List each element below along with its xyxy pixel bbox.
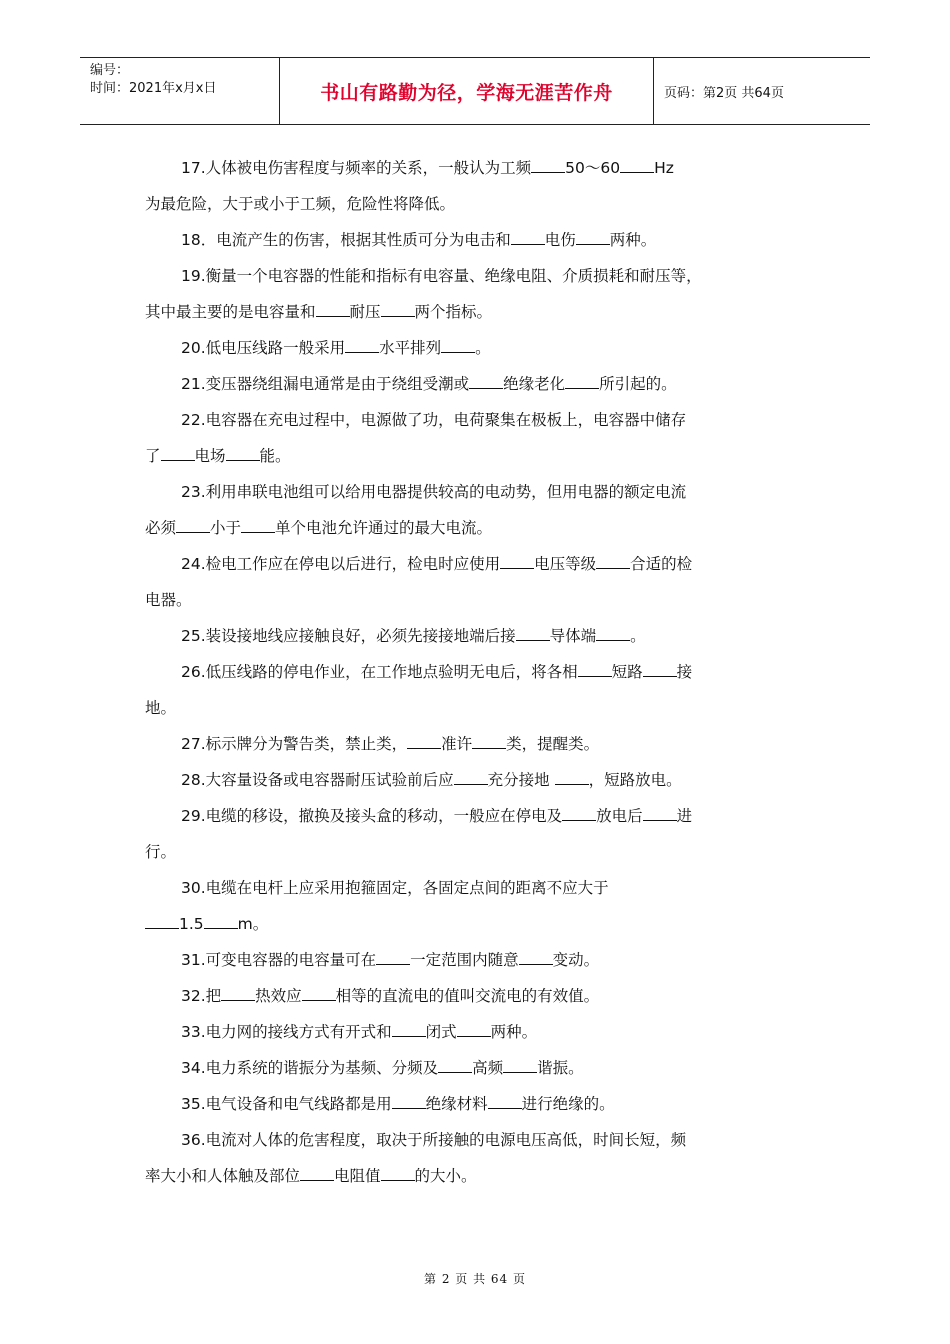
question-line	[145, 402, 810, 438]
question-item	[145, 618, 810, 654]
question-text: 32.把	[181, 987, 222, 1005]
question-text: 所引起的。	[599, 375, 677, 393]
question-text: 准许	[441, 735, 473, 753]
question-text: 了	[145, 447, 161, 465]
answer-blank	[454, 764, 488, 785]
question-text: 绝缘材料	[425, 1095, 488, 1113]
question-item	[145, 330, 810, 366]
question-line	[145, 150, 810, 186]
answer-blank	[226, 440, 260, 461]
answer-blank	[241, 512, 275, 533]
answer-blank	[643, 800, 677, 821]
question-text: 两种。	[490, 1023, 538, 1041]
question-item	[145, 222, 810, 258]
question-text: 的大小。	[414, 1167, 477, 1185]
question-list	[145, 150, 810, 1194]
answer-blank	[503, 1052, 537, 1073]
answer-blank	[441, 332, 475, 353]
question-text: 耐压	[349, 303, 381, 321]
answer-blank	[562, 800, 596, 821]
question-line	[145, 906, 810, 942]
question-text: 两个指标。	[414, 303, 493, 321]
answer-blank	[531, 152, 565, 173]
question-text: 电器。	[145, 591, 192, 609]
question-text: 22.电容器在充电过程中，电源做了功，电荷聚集在极板上，电容器中储存	[181, 411, 687, 429]
answer-blank	[300, 1160, 334, 1181]
header-motto: 书山有路勤为径，学海无涯苦作舟	[280, 58, 654, 124]
question-item	[145, 942, 810, 978]
question-line	[145, 186, 810, 222]
question-text: 其中最主要的是电容量和	[145, 303, 316, 321]
answer-blank	[511, 224, 545, 245]
question-line	[145, 978, 810, 1014]
question-text: 。	[475, 339, 491, 357]
question-line	[145, 870, 810, 906]
answer-blank	[176, 512, 210, 533]
question-line	[145, 222, 810, 258]
question-text: 23.利用串联电池组可以给用电器提供较高的电动势，但用电器的额定电流	[181, 483, 687, 501]
time-label: 时间：2021年x月x日	[90, 81, 217, 96]
question-text: 进行绝缘的。	[521, 1095, 615, 1113]
question-text: 33.电力网的接线方式有开式和	[181, 1023, 392, 1041]
question-line	[145, 618, 810, 654]
answer-blank	[516, 620, 550, 641]
answer-blank	[316, 296, 350, 317]
question-text: 21.变压器绕组漏电通常是由于绕组受潮或	[181, 375, 470, 393]
question-text: 充分接地	[487, 771, 555, 789]
question-text: 高频	[472, 1059, 504, 1077]
question-line	[145, 726, 810, 762]
question-text: 19.衡量一个电容器的性能和指标有电容量、绝缘电阻、介质损耗和耐压等，	[181, 267, 702, 285]
answer-blank	[392, 1088, 426, 1109]
question-line	[145, 474, 810, 510]
question-text: 25.装设接地线应接触良好，必须先接接地端后接	[181, 627, 516, 645]
question-text: 相等的直流电的值叫交流电的有效值。	[335, 987, 600, 1005]
question-line	[145, 942, 810, 978]
question-item	[145, 870, 810, 942]
question-item	[145, 762, 810, 798]
question-item	[145, 798, 810, 870]
question-text: 27.标示牌分为警告类，禁止类，	[181, 735, 408, 753]
question-item	[145, 1014, 810, 1050]
answer-blank	[469, 368, 503, 389]
answer-blank	[145, 908, 179, 929]
question-text: 进	[676, 807, 693, 825]
question-text: 电伤	[544, 231, 576, 249]
question-text: 必须	[145, 519, 177, 537]
answer-blank	[376, 944, 410, 965]
header-meta	[80, 58, 280, 124]
question-text: 放电后	[596, 807, 643, 825]
question-line	[145, 1158, 810, 1194]
answer-blank	[578, 656, 612, 677]
answer-blank	[596, 548, 630, 569]
question-text: 17.人体被电伤害程度与频率的关系，一般认为工频	[181, 159, 532, 177]
answer-blank	[161, 440, 195, 461]
question-text: 两种。	[609, 231, 657, 249]
question-line	[145, 762, 810, 798]
question-text: 34.电力系统的谐振分为基频、分频及	[181, 1059, 439, 1077]
question-item	[145, 546, 810, 618]
question-text: 闭式	[425, 1023, 457, 1041]
question-text: 地。	[145, 699, 177, 717]
question-text: 单个电池允许通过的最大电流。	[275, 519, 493, 537]
question-text: 电压等级	[534, 555, 597, 573]
question-text: 短路	[611, 663, 643, 681]
question-line	[145, 798, 810, 834]
answer-blank	[620, 152, 654, 173]
question-text: 合适的检	[630, 555, 693, 573]
question-text: 30.电缆在电杆上应采用抱箍固定，各固定点间的距离不应大于	[181, 879, 609, 897]
answer-blank	[472, 728, 506, 749]
answer-blank	[457, 1016, 491, 1037]
question-item	[145, 654, 810, 726]
question-item	[145, 150, 810, 222]
question-text: 率大小和人体触及部位	[145, 1167, 301, 1185]
question-line	[145, 1050, 810, 1086]
answer-blank	[302, 980, 336, 1001]
question-line	[145, 330, 810, 366]
question-text: 为最危险，大于或小于工频，危险性将降低。	[145, 195, 456, 213]
question-text: 20.低电压线路一般采用	[181, 339, 346, 357]
question-line	[145, 690, 810, 726]
question-text: 电阻值	[334, 1167, 381, 1185]
question-line	[145, 834, 810, 870]
question-item	[145, 1122, 810, 1194]
question-line	[145, 582, 810, 618]
answer-blank	[407, 728, 441, 749]
question-text: ，短路放电。	[588, 771, 682, 789]
question-item	[145, 474, 810, 546]
question-text: 导体端	[549, 627, 597, 645]
answer-blank	[488, 1088, 522, 1109]
answer-blank	[221, 980, 255, 1001]
question-text: 1.5	[179, 915, 204, 933]
question-line	[145, 1014, 810, 1050]
question-text: 行。	[145, 843, 177, 861]
question-line	[145, 654, 810, 690]
question-text: 35.电气设备和电气线路都是用	[181, 1095, 392, 1113]
question-text: 18．电流产生的伤害，根据其性质可分为电击和	[181, 231, 511, 249]
answer-blank	[204, 908, 238, 929]
answer-blank	[345, 332, 379, 353]
question-text: 29.电缆的移设，撤换及接头盒的移动，一般应在停电及	[181, 807, 563, 825]
question-text: 变动。	[552, 951, 600, 969]
question-text: 谐振。	[537, 1059, 584, 1077]
answer-blank	[381, 1160, 415, 1181]
question-item	[145, 402, 810, 474]
question-line	[145, 1122, 810, 1158]
question-item	[145, 258, 810, 330]
question-text: 能。	[259, 447, 291, 465]
answer-blank	[381, 296, 415, 317]
answer-blank	[555, 764, 589, 785]
question-item	[145, 1086, 810, 1122]
question-line	[145, 294, 810, 330]
question-text: 。	[630, 627, 646, 645]
question-line	[145, 510, 810, 546]
document-header	[80, 57, 870, 125]
question-line	[145, 258, 810, 294]
question-text: 小于	[210, 519, 242, 537]
answer-blank	[565, 368, 599, 389]
number-label: 编号：	[90, 63, 130, 78]
question-line	[145, 438, 810, 474]
question-text: 水平排列	[379, 339, 442, 357]
answer-blank	[500, 548, 534, 569]
question-text: 36.电流对人体的危害程度，取决于所接触的电源电压高低，时间长短，频	[181, 1131, 687, 1149]
question-text: 31.可变电容器的电容量可在	[181, 951, 377, 969]
question-text: 24.检电工作应在停电以后进行，检电时应使用	[181, 555, 501, 573]
question-text: 热效应	[255, 987, 302, 1005]
question-text: 绝缘老化	[503, 375, 566, 393]
question-text: Hz	[654, 159, 674, 177]
question-item	[145, 1050, 810, 1086]
page-footer: 第 2 页 共 64 页	[424, 1272, 526, 1286]
question-line	[145, 366, 810, 402]
answer-blank	[519, 944, 553, 965]
question-line	[145, 1086, 810, 1122]
question-item	[145, 978, 810, 1014]
answer-blank	[596, 620, 630, 641]
question-text: 50～60	[565, 159, 621, 177]
answer-blank	[576, 224, 610, 245]
question-text: 类，提醒类。	[506, 735, 600, 753]
answer-blank	[643, 656, 677, 677]
answer-blank	[438, 1052, 472, 1073]
header-page-info: 页码：第2页 共64页	[664, 85, 784, 101]
answer-blank	[392, 1016, 426, 1037]
question-text: 一定范围内随意	[410, 951, 519, 969]
question-text: 接	[676, 663, 693, 681]
question-text: 电场	[194, 447, 226, 465]
question-item	[145, 726, 810, 762]
question-text: 26.低压线路的停电作业，在工作地点验明无电后，将各相	[181, 663, 578, 681]
question-item	[145, 366, 810, 402]
question-text: 28.大容量设备或电容器耐压试验前后应	[181, 771, 454, 789]
question-line	[145, 546, 810, 582]
question-text: m。	[237, 915, 269, 933]
